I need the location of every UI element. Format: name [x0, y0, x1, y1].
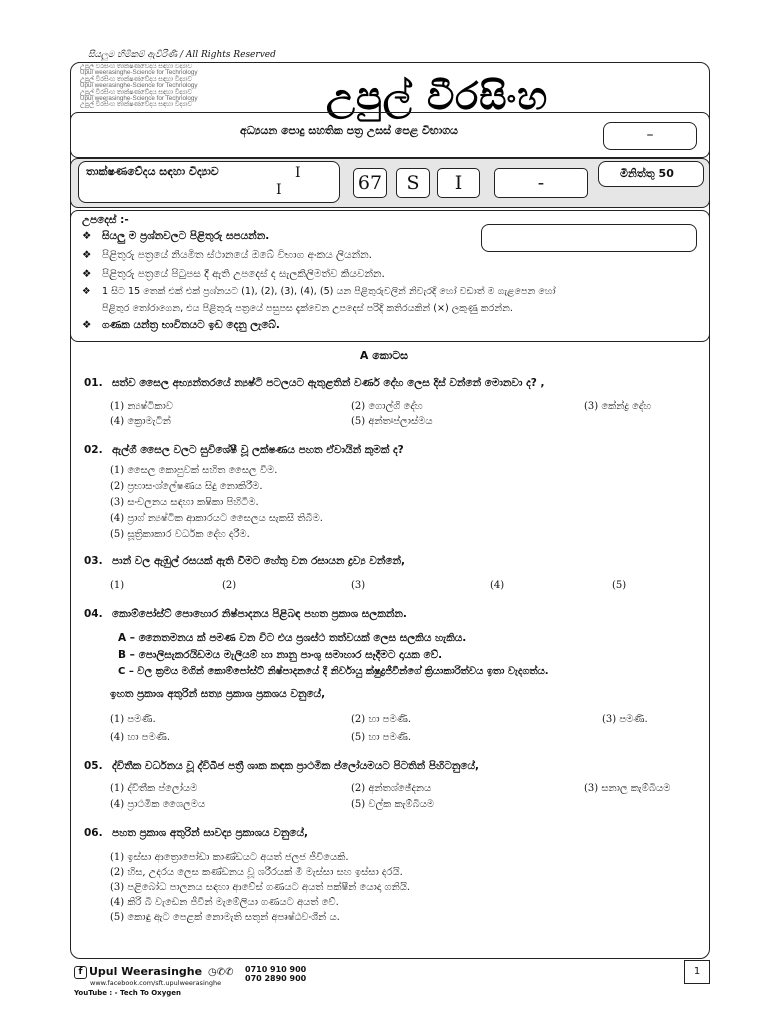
- exam-title: අධ්‍යයන පොදු සහතික පත්‍ර උසස් පෙළ විභාගය: [240, 124, 458, 137]
- option: (3) පළිබෝධ පාලනය සඳහා ආවේස් ගණයට අයත් පක්ෂීන් යොදා ගනියි.: [110, 882, 411, 893]
- watermark-line: උපුල් වීරසිංහ තාක්ෂණවේදය සඳහා විද්‍යාව: [80, 88, 192, 96]
- instruction-item-cont: පිළිතුර තෝරාගෙන, එය පිළිතුරු පත්‍රයේ පසුපස දැක්වෙන උපදෙස් පරිදි කතිරයකින් (×) ලකුණු කරන්න.: [102, 303, 513, 314]
- subject-name: තාක්ෂණවේදය සඳහා විද්‍යාව: [86, 165, 219, 178]
- instruction-item: ❖ පිළිතුරු පත්‍රයේ පිටුපස දී ඇති උපදෙස් ද සැලකිලිමත්ව කියවන්න.: [82, 268, 385, 280]
- option: (3) පමණි.: [602, 714, 648, 725]
- watermark-line: Upul weerasinghe-Science for Technology: [80, 69, 198, 77]
- statement: A – නෛතමනය ක් පමණ වන විට එය ප්‍රශස්ථ තත්වයක් ලෙස සලකිය හැකිය.: [118, 632, 467, 644]
- option: (4) ක්‍රොමැටින්: [110, 416, 171, 427]
- paper-code-box: S: [396, 168, 430, 198]
- bullet-icon: ❖: [82, 319, 92, 331]
- rights-reserved: සියලුම හිමිකම් ඇවිරිණි / All Rights Reserved: [88, 50, 276, 60]
- option: (5) හා පමණි.: [351, 732, 412, 743]
- phone-1: 0710 910 900: [245, 965, 307, 974]
- bullet-icon: ❖: [82, 249, 92, 261]
- option: (2) ගොල්ගි දේහ: [351, 401, 423, 412]
- paper-code-box: I: [437, 168, 480, 198]
- instruction-item: ❖ පිළිතුරු පත්‍රයේ නියමිත ස්ථානයේ ඔබේ විභාග අංකය ලියන්න.: [82, 249, 372, 261]
- option: (4) ප්‍රාග් න්‍යෂ්ටික ආකාරයට සෛලය සැකසී තිබීම.: [110, 513, 323, 524]
- option: (2) අන්තශ්ඡේදනය: [351, 783, 432, 794]
- option: (5) වල්ක කැම්බියම: [351, 799, 435, 810]
- option: (4) කිරි බී වැඩෙන ජීවීන් මැමේලියා ගණයට අයත් වේ.: [110, 897, 339, 908]
- option: (5): [612, 580, 627, 591]
- instruction-item: ❖ ගණක යන්ත්‍ර භාවිතයට ඉඩ දෙනු ලැබේ.: [82, 319, 280, 331]
- paper-code-box: -: [494, 168, 588, 198]
- option: (4) ප්‍රාථමික ශෛලමය: [110, 799, 206, 810]
- phone-2: 070 2890 900: [245, 974, 307, 983]
- option: (2) හා පමණි.: [351, 714, 412, 725]
- paper-part: I: [276, 182, 282, 198]
- instruction-item: ❖ සියලු ම ප්‍රශ්නවලට පිළිතුරු සපයන්න.: [82, 230, 270, 242]
- option: (3) කේන්ද්‍ර දේහ: [584, 401, 652, 412]
- index-box-value: –: [646, 127, 654, 143]
- statement: B – පොලිසැකරයිඩමය මැලියම් හා නානු පාංශු සමාහාර සෑදීමට දායක වේ.: [118, 649, 443, 661]
- watermark-line: Upul weerasinghe-Science for Technology: [80, 82, 198, 90]
- phone-numbers: [245, 965, 306, 983]
- index-box: [603, 122, 697, 150]
- youtube-channel[interactable]: YouTube : - Tech To Oxygen: [74, 989, 182, 997]
- question-04-subtext: ඉහත ප්‍රකාශ අතුරින් සත්‍ය ප්‍රකාශ ප්‍රකශය වනුයේ,: [110, 688, 326, 700]
- question-03: 03. පාන් වල ඇඹුල් රසයක් ඇති වීමට හේතු වන රසායන ද්‍රව්‍ය වන්නේ,: [84, 555, 405, 567]
- question-04: 04. කොම්පෝස්ට් පොහොර නිෂ්පාදනය පිළිබඳ පහත ප්‍රකාශ සලකන්න.: [84, 608, 407, 620]
- option: (1) පමණි.: [110, 714, 156, 725]
- option: (3) සංචලනය සඳහා කෂිකා පිහිටීම.: [110, 497, 259, 508]
- option: (3): [351, 580, 366, 591]
- option: (1): [110, 580, 125, 591]
- option: (5) කොඳු ඇට පෙළක් නොමැති සතුන් අපෘෂ්ඨවංශීන් ය.: [110, 912, 340, 923]
- watermark-line: Upul weerasinghe-Science for Technology: [80, 95, 198, 103]
- option: (4): [490, 580, 505, 591]
- option: (2) හිස, උදරය ලෙස කණ්ඩනය වූ ශරීරයක් මී මැස්සා සහ ඉස්සා දරයි.: [110, 867, 403, 878]
- bullet-icon: ❖: [82, 268, 92, 280]
- phone-icons: ◷✆✆: [208, 967, 234, 978]
- option: (1) ඉස්සා ආත්‍රොපෝඩා කාණ්ඩයට අයත් ජලජ ජීවියෙකි.: [110, 852, 349, 863]
- author-name: f Upul Weerasinghe: [74, 965, 202, 979]
- question-05: 05. ද්විතීක වර්ධනය වූ ද්විබීජ පත්‍රී ශාක කඳක ප්‍රාථමික ප්ලෝයමයට පිටතින් පිහිටනුයේ,: [84, 760, 479, 772]
- option: (3) සනාල කැම්බියම: [584, 783, 671, 794]
- instruction-item: ❖ 1 සිට 15 තෙක් එක් එක් ප්‍රශ්නයට (1), (2), (3), (4), (5) යන පිළිතුරුවලින් නිවැරදි හෝ වඩාත් ම ගැළපෙන හෝ: [82, 286, 556, 297]
- paper-code-box: 67: [353, 168, 387, 198]
- facebook-url[interactable]: www.facebook.com/sft.upulweerasinghe: [90, 979, 222, 987]
- bullet-icon: ❖: [82, 230, 92, 242]
- option: (5) අන්තඃප්ලාස්මය: [351, 416, 433, 427]
- watermark-line: උපුල් වීරසිංහ තාක්ෂණවේදය සඳහා විද්‍යාව: [80, 64, 192, 70]
- instructions-heading: උපදෙස් :-: [82, 214, 129, 226]
- section-a-title: A කොටස: [359, 349, 409, 362]
- watermark-line: උපුල් වීරසිංහ තාක්ෂණවේදය සඳහා විද්‍යාව: [80, 101, 192, 109]
- page-number: 1: [684, 960, 710, 984]
- paper-part: I: [295, 165, 301, 181]
- statement: C – වල ක්‍රමය මගින් කොම්පෝස්ට් නිෂ්පාදනයේ දී නිර්වායු ක්ෂුද්‍රජීවීන්ගේ ක්‍රියාකාරිත්වය ඉතා වැදගත්ය.: [118, 666, 549, 677]
- option: (1) න්‍යෂ්ටිකාව: [110, 401, 173, 412]
- option: (4) හා පමණි.: [110, 732, 171, 743]
- option: (1) සෛල කොපුවක් සහිත සෛල වීම.: [110, 465, 278, 476]
- bullet-icon: ❖: [82, 286, 91, 297]
- watermark-line: උපුල් වීරසිංහ තාක්ෂණවේදය සඳහා විද්‍යාව: [80, 75, 192, 83]
- question-06: 06. පහත ප්‍රකාශ අතුරින් සාවද්‍ය ප්‍රකාශය වනුයේ,: [84, 827, 308, 839]
- question-02: 02. ඇල්ගී සෛල වලට සුවිශේෂී වූ ලක්ෂණය පහත ඒවායින් කුමක් ද?: [84, 444, 404, 456]
- option: (2): [222, 580, 237, 591]
- option: (2) ප්‍රභාසංශ්ලේෂණය සිදු නොකිරීම.: [110, 481, 263, 492]
- question-01: 01. සත්ව සෛල අභ්‍යන්තරයේ න්‍යෂ්ටි පටලයට ඇතුළතින් වර්ණ දේහ ලෙස දිස් වන්නේ මොනවා ද? ,: [84, 377, 545, 389]
- index-number-box: [481, 224, 697, 252]
- option: (5) සූත්‍රිකාකාර වර්ධක දේහ දරීම.: [110, 529, 250, 540]
- facebook-icon: f: [74, 966, 87, 979]
- logo: උපුල් වීරසිංහ: [318, 76, 556, 116]
- duration: මිනිත්තු 50: [620, 167, 674, 180]
- option: (1) ද්විතීක ප්ලෝයම: [110, 783, 198, 794]
